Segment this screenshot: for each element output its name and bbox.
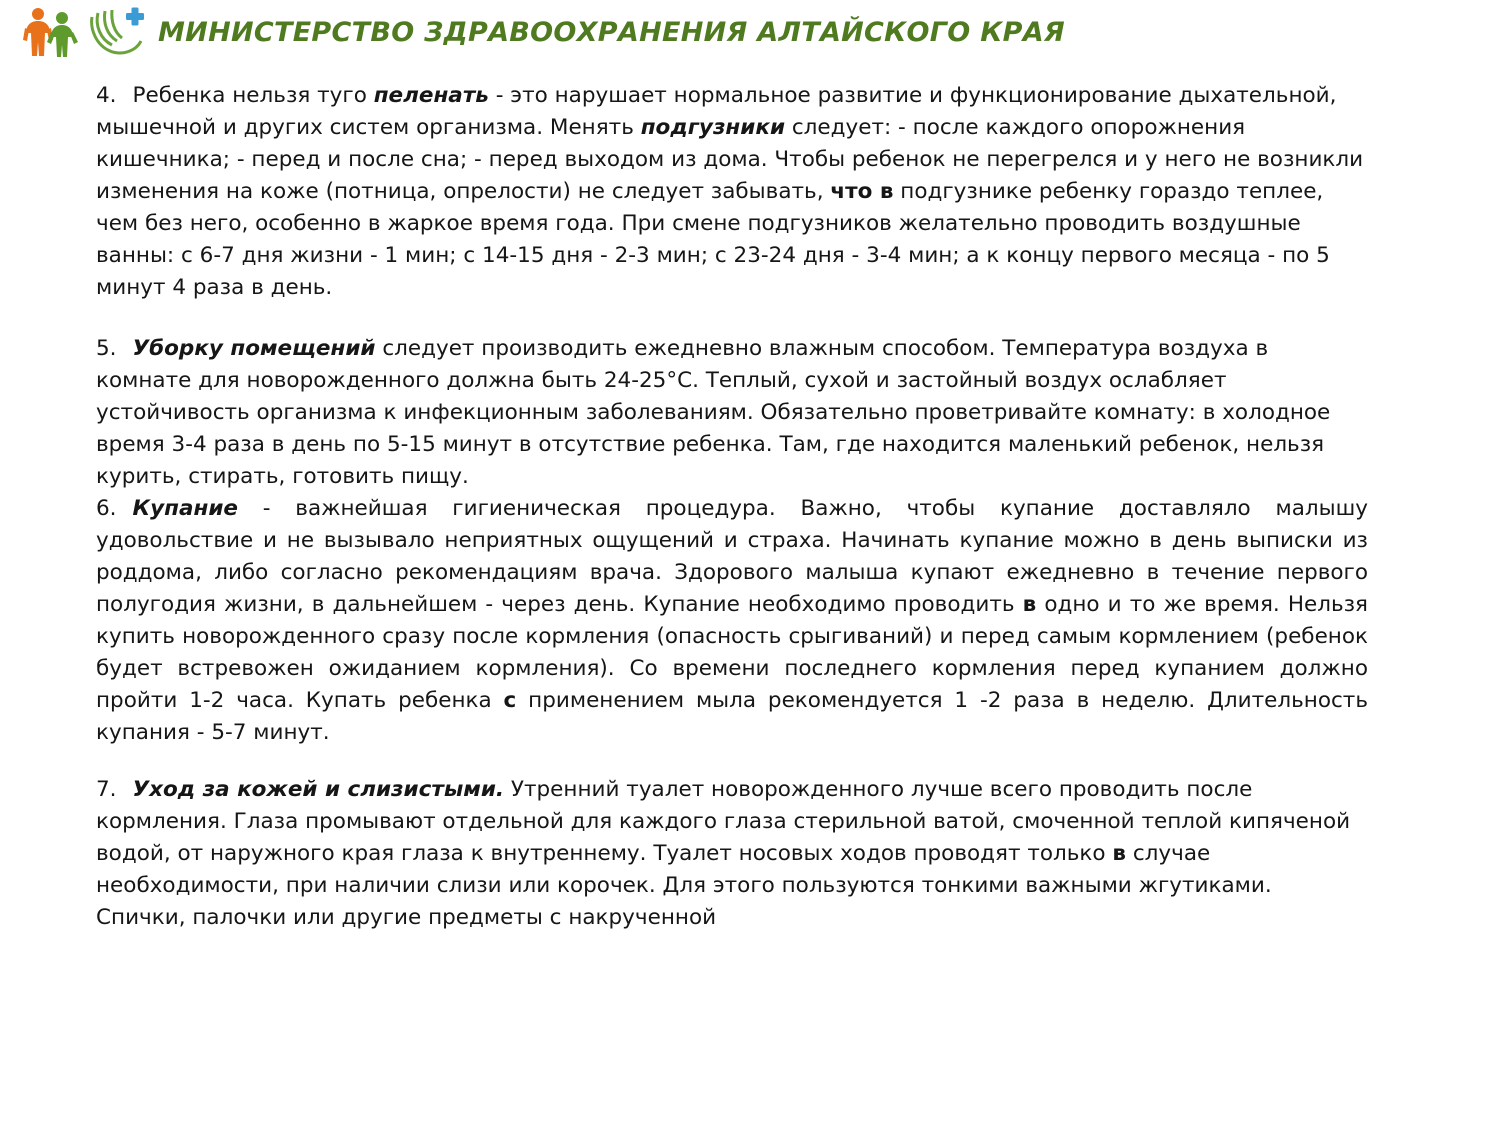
document-body xyxy=(0,62,1500,934)
page-header xyxy=(0,0,1500,62)
ministry-logo xyxy=(0,0,158,62)
paragraph-item-7 xyxy=(96,774,1368,934)
item-number-4: 4. xyxy=(96,83,117,108)
item-7-emphasis-1: Уход за кожей и слизистыми. xyxy=(132,777,505,803)
item-7-body-2: случае необходимости, при наличии слизи или корочек. Для этого пользуются тонкими важными жгутиками. Спички, палочки или другие предметы с накрученной xyxy=(96,841,1272,931)
item-4-body-2: следует: - после каждого опорожнения кишечника; - перед и после сна; - перед выходом из дома. Чтобы ребенок не перегрелся и у него не возникли изменения на коже (потница, опрелости) не следует забывать, xyxy=(96,114,1364,204)
paragraph-item-5 xyxy=(96,333,1368,493)
item-number-7: 7. xyxy=(96,777,117,803)
item-7-emphasis-2: в xyxy=(1112,841,1126,867)
paragraph-gap-1 xyxy=(96,303,1368,333)
item-4-emphasis-2: подгузники xyxy=(640,114,786,140)
item-6-emphasis-3: с xyxy=(503,687,517,713)
item-number-5: 5. xyxy=(96,336,117,362)
item-4-emphasis-1: пеленать xyxy=(373,83,489,108)
item-4-body-3: подгузнике ребенку гораздо теплее, чем без него, особенно в жаркое время года. При смене подгузников желательно проводить воздушные ванны: с 6-7 дня жизни - 1 мин; с 14-15 дня - 2-3 мин; с 23-24 дня - 3-4 мин; а к концу первого месяца - по 5 минут 4 раза в день. xyxy=(96,178,1330,300)
item-6-body-3: применением мыла рекомендуется 1 -2 раза в неделю. Длительность купания - 5-7 минут. xyxy=(96,687,1368,745)
item-5-body-1: следует производить ежедневно влажным способом. Температура воздуха в комнате для новорожденного должна быть 24-25°С. Теплый, сухой и застойный воздух ослабляет устойчивость организма к инфекционным заболеваниям. Обязательно проветривайте комнату: в холодное время 3-4 раза в день по 5-15 минут в отсутствие ребенка. Там, где находится маленький ребенок, нельзя курить, стирать, готовить пищу. xyxy=(96,336,1331,490)
ministry-title: МИНИСТЕРСТВО ЗДРАВООХРАНЕНИЯ АЛТАЙСКОГО КРАЯ xyxy=(158,16,1065,48)
people-logo-icon xyxy=(22,6,80,58)
medical-cross-icon xyxy=(86,5,148,57)
item-7-body-1: Утренний туалет новорожденного лучше всего проводить после кормления. Глаза промывают отдельной для каждого глаза стерильной ватой, смоченной теплой кипяченой водой, от наружного края глаза к внутреннему. Туалет носовых ходов проводят только xyxy=(96,777,1351,867)
item-5-emphasis-1: Уборку помещений xyxy=(132,336,376,362)
item-6-body-1: - важнейшая гигиеническая процедура. Важно, чтобы купание доставляло малышу удовольствие и не вызывало неприятных ощущений и страха. Начинать купание можно в день выписки из роддома, либо согласно рекомендациям врача. Здорового малыша купают ежедневно в течение первого полугодия жизни, в дальнейшем - через день. Купание необходимо проводить xyxy=(96,496,1368,617)
item-4-body-1: - это нарушает нормальное развитие и функционирование дыхательной, мышечной и других систем организма. Менять xyxy=(96,83,1337,140)
item-6-emphasis-1: Купание xyxy=(132,496,238,522)
item-6-emphasis-2: в xyxy=(1022,591,1037,617)
paragraph-item-6 xyxy=(96,493,1368,748)
paragraph-item-4 xyxy=(96,80,1368,303)
item-4-emphasis-3: что в xyxy=(830,178,894,204)
item-4-lead: Ребенка нельзя туго xyxy=(132,83,374,108)
item-6-body-2: одно и то же время. Нельзя купить новорожденного сразу после кормления (опасность срыгиваний) и перед самым кормлением (ребенок будет встревожен ожиданием кормления). Со времени последнего кормления перед купанием должно пройти 1-2 часа. Купать ребенка xyxy=(96,591,1368,713)
item-number-6: 6. xyxy=(96,496,117,522)
paragraph-gap-2 xyxy=(96,748,1368,774)
